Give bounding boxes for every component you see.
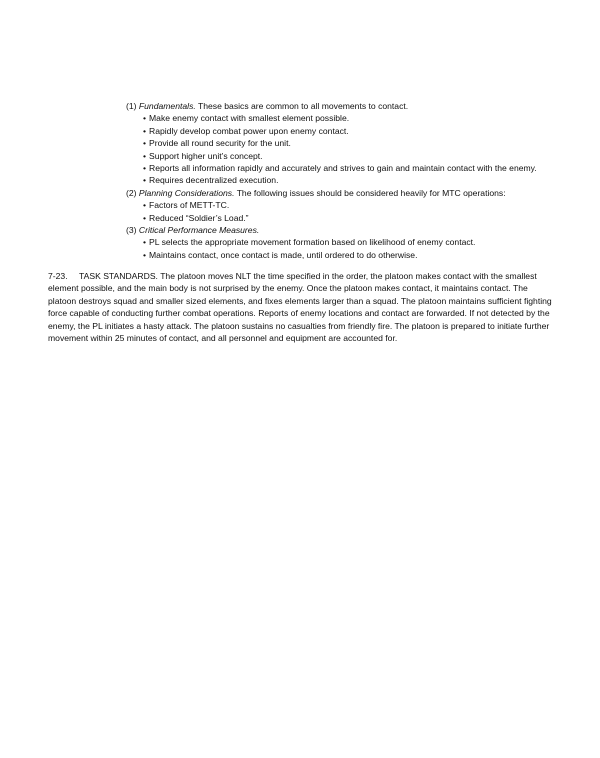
outline-item-number: (2) xyxy=(126,187,137,198)
bullet-glyph: • xyxy=(143,200,147,211)
outline-item-title: Critical Performance Measures. xyxy=(138,225,260,236)
bullet-item xyxy=(126,236,566,248)
bullet-item xyxy=(126,212,566,224)
bullet-item xyxy=(126,137,566,149)
bullet-list xyxy=(126,112,566,186)
bullet-glyph: • xyxy=(143,249,147,260)
bullet-glyph: • xyxy=(143,237,147,248)
bullet-text: Maintains contact, once contact is made, until ordered to do otherwise. xyxy=(149,249,418,260)
bullet-glyph: • xyxy=(143,125,147,136)
outline-item-text: The following issues should be considered heavily for MTC operations: xyxy=(236,187,506,198)
outline-item-number: (3) xyxy=(126,225,137,236)
bullet-item xyxy=(126,162,566,174)
outline-item-performance xyxy=(126,224,566,261)
bullet-glyph: • xyxy=(143,113,147,124)
outline-item-number: (1) xyxy=(126,101,137,111)
bullet-item xyxy=(126,249,566,261)
bullet-glyph: • xyxy=(143,212,147,223)
paragraph-number: 7-23. xyxy=(48,271,68,281)
bullet-text: Make enemy contact with smallest element possible. xyxy=(149,113,350,124)
bullet-list xyxy=(126,236,566,261)
outline-item-text: These basics are common to all movements to contact. xyxy=(198,101,409,111)
outline-item-title: Planning Considerations. xyxy=(138,187,235,198)
paragraph-heading: TASK STANDARDS. xyxy=(79,271,158,281)
bullet-text: Support higher unit’s concept. xyxy=(149,150,263,161)
outline-item-heading xyxy=(126,100,566,112)
outline-item-heading xyxy=(126,187,566,199)
outline-item-heading xyxy=(126,224,566,236)
bullet-text: Provide all round security for the unit. xyxy=(149,138,291,149)
bullet-text: Factors of METT-TC. xyxy=(149,200,230,211)
bullet-glyph: • xyxy=(143,138,147,149)
bullet-text: PL selects the appropriate movement formation based on likelihood of enemy contact. xyxy=(149,237,476,248)
bullet-item xyxy=(126,125,566,137)
bullet-text: Reports all information rapidly and accurately and strives to gain and maintain contact with the enemy. xyxy=(149,163,537,174)
paragraph-text: The platoon moves NLT the time specified in the order, the platoon makes contact with the smallest element possible, and the main body is not surprised by the enemy. Once the platoon makes contact, it maintains contact. The platoon destroys squad and smaller sized elements, and fixes elements larger than a squad. The platoon maintains sufficient fighting force capable of conducting further combat operations. Reports of enemy locations and contact are forwarded. If not detected by the enemy, the PL initiates a hasty attack. The platoon sustains no casualties from friendly fire. The platoon is prepared to initiate further movement within 25 minutes of contact, and all personnel and equipment are accounted for. xyxy=(48,271,552,344)
outline-item-fundamentals xyxy=(126,100,566,187)
bullet-item xyxy=(126,112,566,124)
bullet-glyph: • xyxy=(143,150,147,161)
bullet-list xyxy=(126,199,566,224)
bullet-text: Reduced “Soldier’s Load.” xyxy=(149,212,249,223)
bullet-item xyxy=(126,199,566,211)
outline-item-planning xyxy=(126,187,566,224)
bullet-glyph: • xyxy=(143,163,147,174)
bullet-item xyxy=(126,150,566,162)
outline-list xyxy=(126,100,566,261)
bullet-glyph: • xyxy=(143,175,147,186)
task-standards-paragraph xyxy=(48,270,558,344)
bullet-text: Rapidly develop combat power upon enemy contact. xyxy=(149,125,349,136)
bullet-item xyxy=(126,174,566,186)
bullet-text: Requires decentralized execution. xyxy=(149,175,279,186)
outline-item-title: Fundamentals. xyxy=(138,101,196,111)
